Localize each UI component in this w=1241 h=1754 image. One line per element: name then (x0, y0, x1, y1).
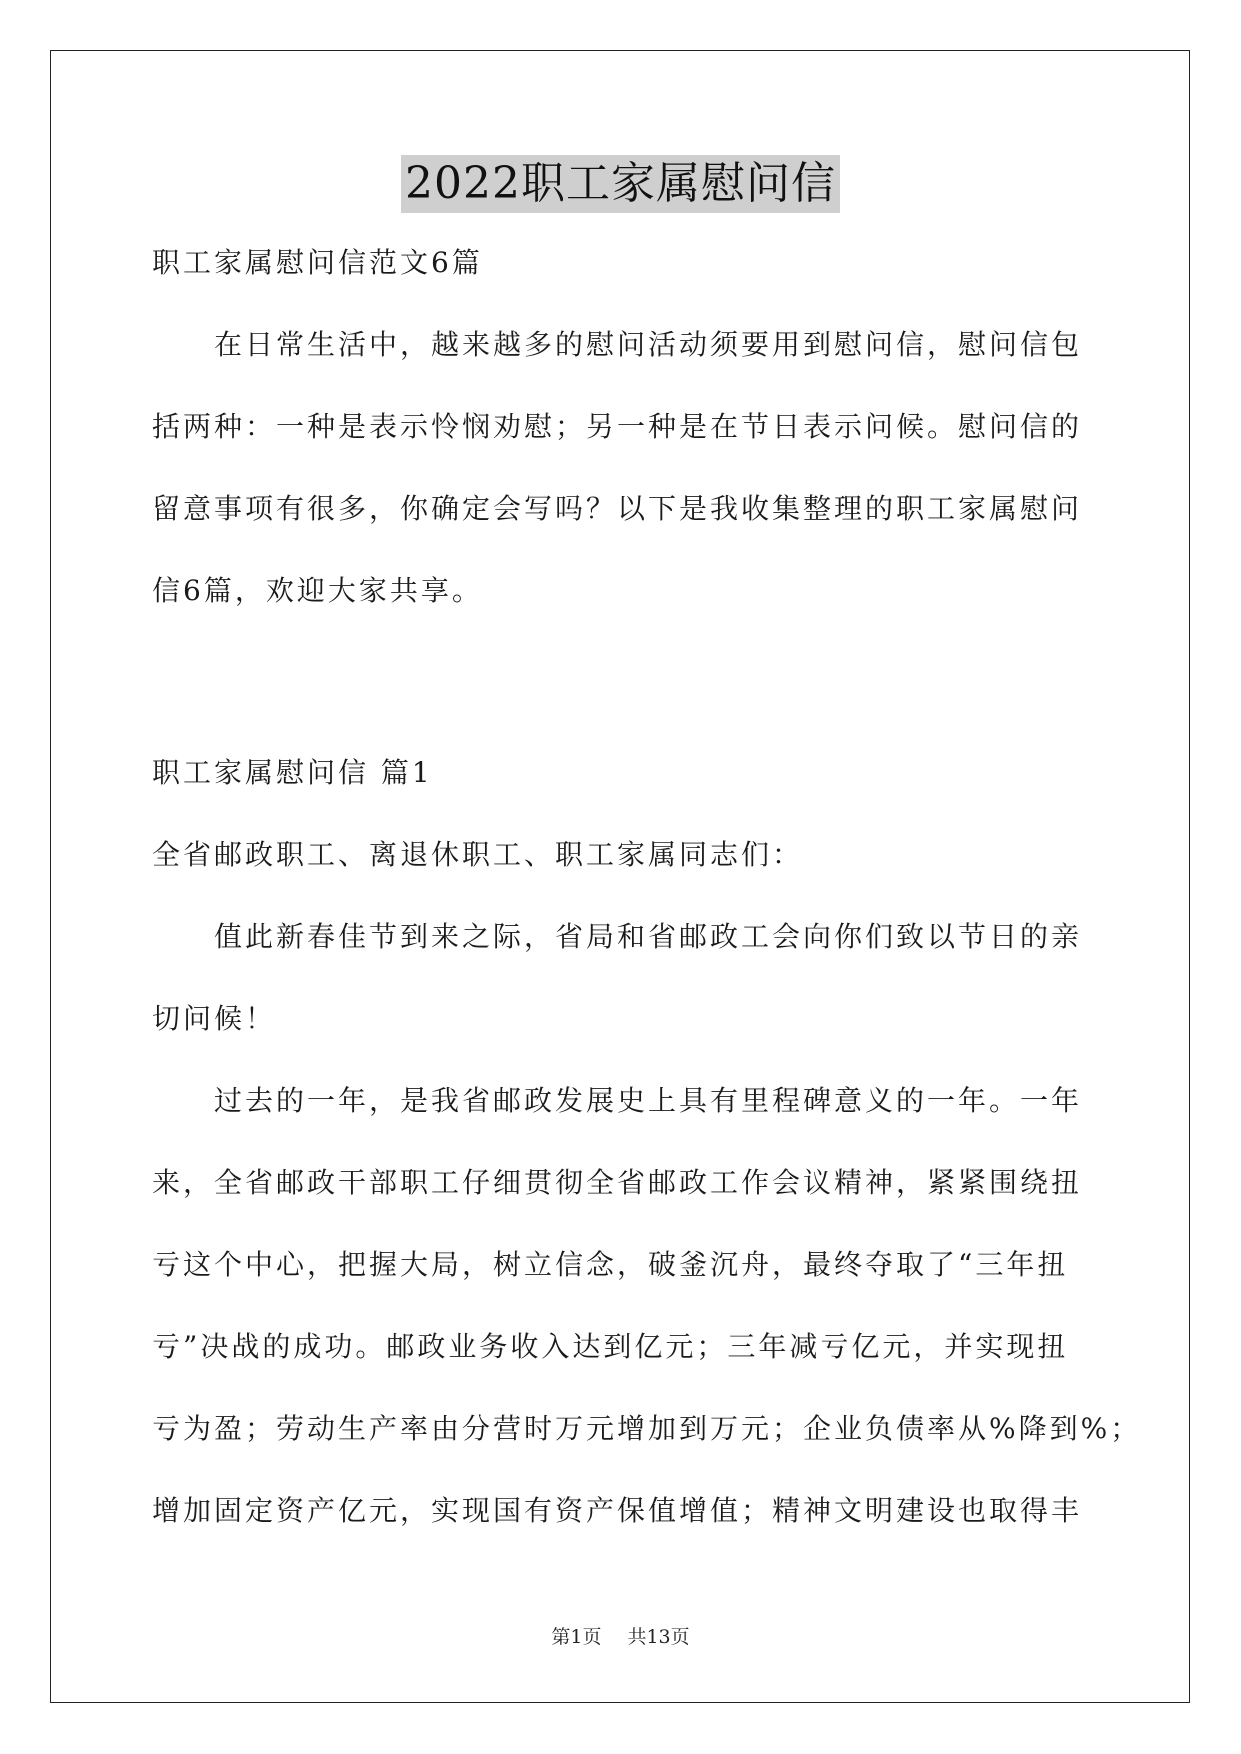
page-footer (0, 1622, 1241, 1649)
section-heading: 职工家属慰问信 篇1 (152, 756, 433, 789)
body-line-3: 过去的一年，是我省邮政发展史上具有里程碑意义的一年。一年 (214, 1084, 1083, 1117)
body-line-2: 切问候！ (152, 1002, 277, 1035)
title-container (0, 155, 1241, 213)
body-line-8: 增加固定资产亿元，实现国有资产保值增值；精神文明建设也取得丰 (152, 1494, 1083, 1527)
body-line-5: 亏这个中心，把握大局，树立信念，破釜沉舟，最终夺取了“三年扭 (152, 1248, 1069, 1281)
document-body (152, 242, 1092, 652)
page-number: 第1页 (551, 1626, 602, 1648)
intro-line-4: 信6篇，欢迎大家共享。 (152, 574, 483, 607)
body-line-7: 亏为盈；劳动生产率由分营时万元增加到万元；企业负债率从%降到%； (152, 1412, 1142, 1445)
page-total: 共13页 (627, 1626, 690, 1648)
body-line-6: 亏”决战的成功。邮政业务收入达到亿元；三年减亏亿元，并实现扭 (152, 1330, 1069, 1363)
section-1 (152, 752, 1142, 1572)
intro-line-1: 在日常生活中，越来越多的慰问活动须要用到慰问信，慰问信包 (214, 328, 1083, 361)
salutation: 全省邮政职工、离退休职工、职工家属同志们： (152, 838, 804, 871)
subtitle: 职工家属慰问信范文6篇 (152, 246, 483, 279)
intro-line-2: 括两种：一种是表示怜悯劝慰；另一种是在节日表示问候。慰问信的 (152, 410, 1083, 443)
document-title: 2022职工家属慰问信 (401, 155, 840, 213)
body-line-1: 值此新春佳节到来之际，省局和省邮政工会向你们致以节日的亲 (214, 920, 1083, 953)
intro-line-3: 留意事项有很多，你确定会写吗？以下是我收集整理的职工家属慰问 (152, 492, 1083, 525)
body-line-4: 来，全省邮政干部职工仔细贯彻全省邮政工作会议精神，紧紧围绕扭 (152, 1166, 1083, 1199)
